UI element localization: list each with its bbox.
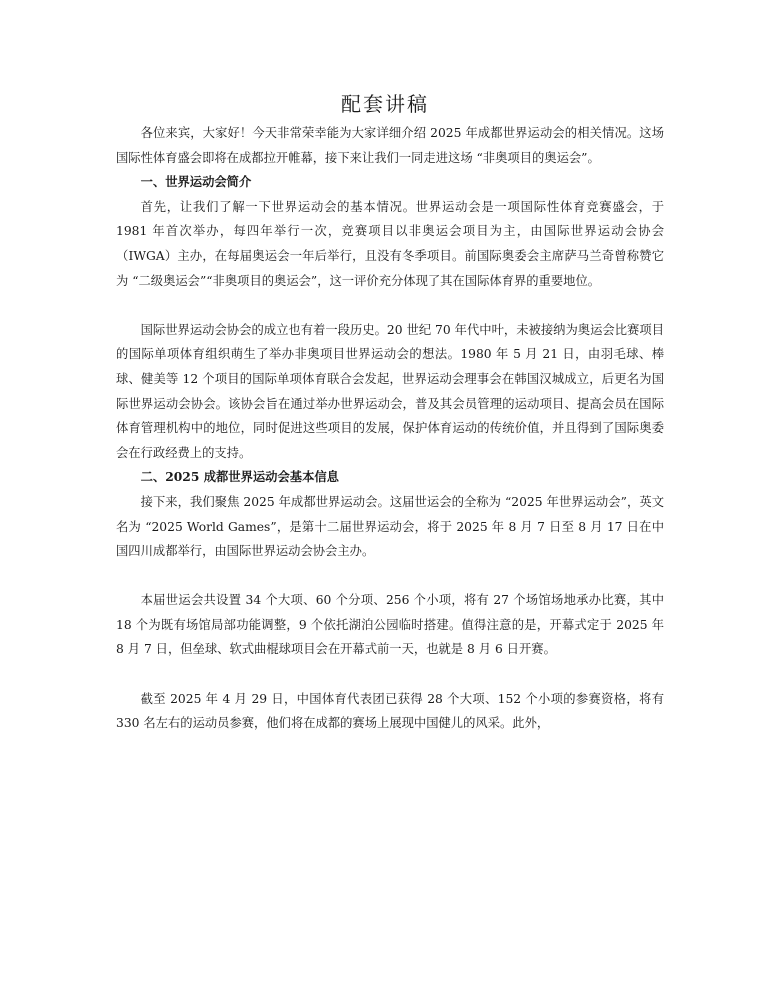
section1-paragraph-1: 首先，让我们了解一下世界运动会的基本情况。世界运动会是一项国际性体育竞赛盛会，于 1981 年首次举办，每四年举行一次，竞赛项目以非奥运会项目为主，由国际世界运动会协会（IWGA）主办，在每届奥运会一年后举行，且没有冬季项目。前国际奥委会主席萨马兰奇曾称赞它为 “二级奥运会”“非奥项目的奥运会”，这一评价充分体现了其在国际体育界的重要地位。 [116, 199, 664, 288]
section-heading-intro: 一、世界运动会简介 [140, 174, 252, 190]
paragraph-gap [116, 564, 664, 589]
section1-paragraph-2: 国际世界运动会协会的成立也有着一段历史。20 世纪 70 年代中叶，未被接纳为奥运会比赛项目的国际单项体育组织萌生了举办非奥项目世界运动会的想法。1980 年 5 月 21 日，由羽毛球、棒球、健美等 12 个项目的国际单项体育联合会发起，世界运动会理事会在韩国汉城成立，后更名为国际世界运动会协会。该协会旨在通过举办世界运动会，普及其会员管理的运动项目、提高会员在国际体育管理机构中的地位，同时促进这些项目的发展，保护体育运动的传统价值，并且得到了国际奥委会在行政经费上的支持。 [116, 322, 664, 460]
section-heading-basic-info: 二、2025 成都世界运动会基本信息 [140, 469, 339, 485]
section2-paragraph-2: 本届世运会共设置 34 个大项、60 个分项、256 个小项，将有 27 个场馆场地承办比赛，其中 18 个为既有场馆局部功能调整，9 个依托湖泊公园临时搭建。值得注意的是，开幕式定于 2025 年 8 月 7 日，但垒球、软式曲棍球项目会在开幕式前一天，也就是 8 月 6 日开赛。 [116, 593, 664, 657]
paragraph-gap [116, 662, 664, 687]
section2-paragraph-3: 截至 2025 年 4 月 29 日，中国体育代表团已获得 28 个大项、152 个小项的参赛资格，将有 330 名左右的运动员参赛，他们将在成都的赛场上展现中国健儿的风采。此外， [116, 691, 664, 731]
section2-paragraph-1: 接下来，我们聚焦 2025 年成都世界运动会。这届世运会的全称为 “2025 年世界运动会”，英文名为 “2025 World Games”，是第十二届世界运动会，将于 2025 年 8 月 7 日至 8 月 17 日在中国四川成都举行，由国际世界运动会协会主办。 [116, 494, 664, 559]
page-title: 配套讲稿 [341, 92, 429, 116]
paragraph-gap [116, 293, 664, 318]
intro-paragraph: 各位来宾，大家好！今天非常荣幸能为大家详细介绍 2025 年成都世界运动会的相关情况。这场国际性体育盛会即将在成都拉开帷幕，接下来让我们一同走进这场 “非奥项目的奥运会”。 [116, 126, 664, 165]
document-body [116, 121, 664, 736]
